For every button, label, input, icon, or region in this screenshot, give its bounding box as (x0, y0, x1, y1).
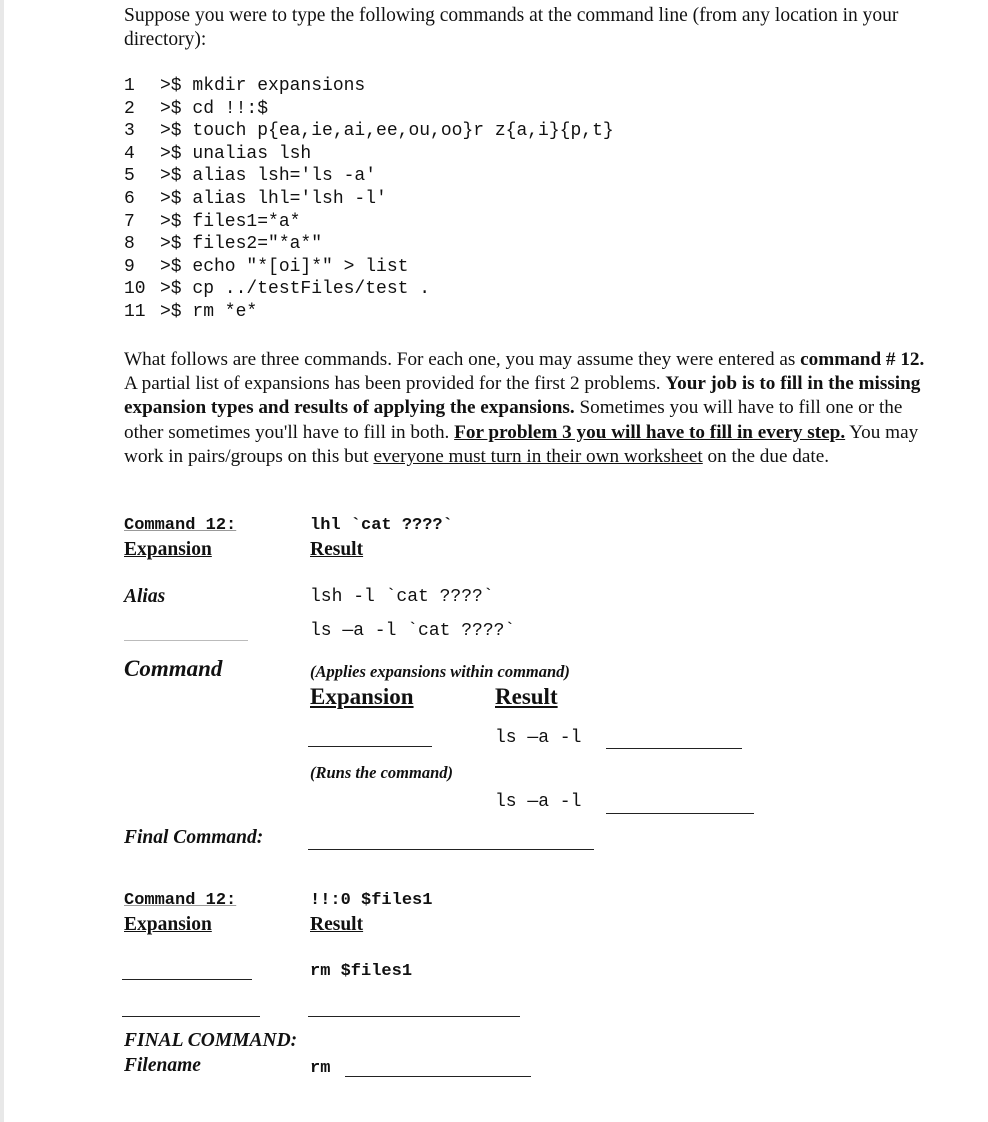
code-line (124, 188, 614, 211)
para-command-12: command # 12. (800, 349, 925, 370)
p1-result-header: Result (310, 539, 364, 560)
p2-filename-label: Filename (124, 1055, 201, 1076)
code-line (124, 98, 614, 121)
code-line-text: >$ cp ../testFiles/test . (160, 279, 431, 300)
p1-applies-note: (Applies expansions within command) (310, 662, 570, 681)
code-line-number: 9 (124, 256, 135, 277)
code-line (124, 211, 614, 234)
p2-step1-result: rm $files1 (310, 962, 413, 981)
code-line-text: >$ alias lsh='ls -a' (160, 166, 377, 187)
code-line-number: 8 (124, 234, 135, 255)
p1-command-value: lhl `cat ????` (310, 516, 453, 535)
code-line-number: 2 (124, 98, 135, 119)
code-line (124, 256, 614, 279)
p1-sub-result-header: Result (495, 684, 558, 709)
code-line-number: 7 (124, 211, 135, 232)
p1-sub-result-1: ls —a -l (495, 728, 582, 748)
para-text-5: on the due date. (702, 445, 830, 467)
para-everyone: everyone must turn in their own worksheet (373, 445, 703, 467)
p2-final-prefix: rm (310, 1059, 331, 1078)
p1-blank-sub-expansion[interactable] (308, 746, 432, 747)
p1-alias-result-1: lsh -l `cat ????` (310, 587, 494, 607)
para-text-4: You may work in pairs/groups on this but (124, 421, 919, 467)
code-line (124, 301, 614, 324)
p2-result-header: Result (310, 914, 364, 935)
p1-blank-expansion-1[interactable] (124, 640, 248, 641)
p1-command-label: Command 12: (124, 516, 237, 535)
p1-blank-sub-result-2[interactable] (606, 813, 754, 814)
code-line-number: 5 (124, 166, 135, 187)
para-text-2: A partial list of expansions has been provided for the first 2 problems. (124, 373, 666, 395)
code-line-text: >$ files1=*a* (160, 211, 301, 232)
p1-alias-label: Alias (124, 586, 166, 607)
code-line-text: >$ cd !!:$ (160, 98, 269, 119)
code-line-text: >$ echo "*[oi]*" > list (160, 256, 409, 277)
code-line-number: 11 (124, 301, 146, 322)
instructions-paragraph (124, 348, 934, 469)
code-line (124, 75, 614, 98)
code-line (124, 278, 614, 301)
p1-blank-sub-result-1[interactable] (606, 748, 742, 749)
para-text-1: What follows are three commands. For each one, you may assume they were entered as (124, 349, 801, 370)
p1-expansion-header: Expansion (124, 539, 212, 560)
code-line-number: 6 (124, 188, 135, 209)
para-text-3: Sometimes you will have to fill one or the other sometimes you'll have to fill in both. (124, 397, 903, 443)
p2-blank-expansion-1[interactable] (122, 979, 252, 980)
code-line (124, 120, 614, 143)
p1-blank-final-command[interactable] (308, 849, 594, 850)
p2-blank-result-2[interactable] (308, 1016, 520, 1017)
page-edge (0, 0, 4, 1122)
p1-sub-expansion-header: Expansion (310, 684, 414, 709)
code-line (124, 165, 614, 188)
p1-runs-note: (Runs the command) (310, 763, 454, 782)
code-line-text: >$ rm *e* (160, 301, 258, 322)
p1-sub-result-2: ls —a -l (495, 792, 582, 812)
code-line-text: >$ mkdir expansions (160, 76, 366, 96)
p2-command-value: !!:0 $files1 (310, 891, 433, 910)
p1-final-command-label: Final Command: (124, 827, 264, 848)
code-line-text: >$ alias lhl='lsh -l' (160, 188, 387, 209)
code-line (124, 233, 614, 256)
p1-command-section-label: Command (124, 656, 223, 681)
code-line-text: >$ unalias lsh (160, 143, 312, 164)
code-line (124, 143, 614, 166)
p2-blank-expansion-2[interactable] (122, 1016, 260, 1017)
p2-final-command-label: FINAL COMMAND: (124, 1030, 298, 1051)
code-line-text: >$ touch p{ea,ie,ai,ee,ou,oo}r z{a,i}{p,t} (160, 121, 614, 142)
p1-alias-result-2: ls —a -l `cat ????` (310, 621, 516, 641)
p2-expansion-header: Expansion (124, 914, 212, 935)
code-listing (124, 75, 614, 324)
code-line-number: 1 (124, 76, 135, 96)
para-job-bold: Your job is to fill in the missing expansion types and results of applying the expansions. (124, 373, 921, 419)
p2-command-label: Command 12: (124, 891, 237, 910)
p2-blank-final-filename[interactable] (345, 1076, 531, 1077)
code-line-number: 10 (124, 279, 146, 300)
code-line-number: 4 (124, 143, 135, 164)
code-line-text: >$ files2="*a*" (160, 234, 323, 255)
intro-text: Suppose you were to type the following commands at the command line (from any location in your directory): (124, 5, 899, 50)
code-line-number: 3 (124, 121, 135, 142)
para-problem3: For problem 3 you will have to fill in every step. (454, 421, 846, 443)
